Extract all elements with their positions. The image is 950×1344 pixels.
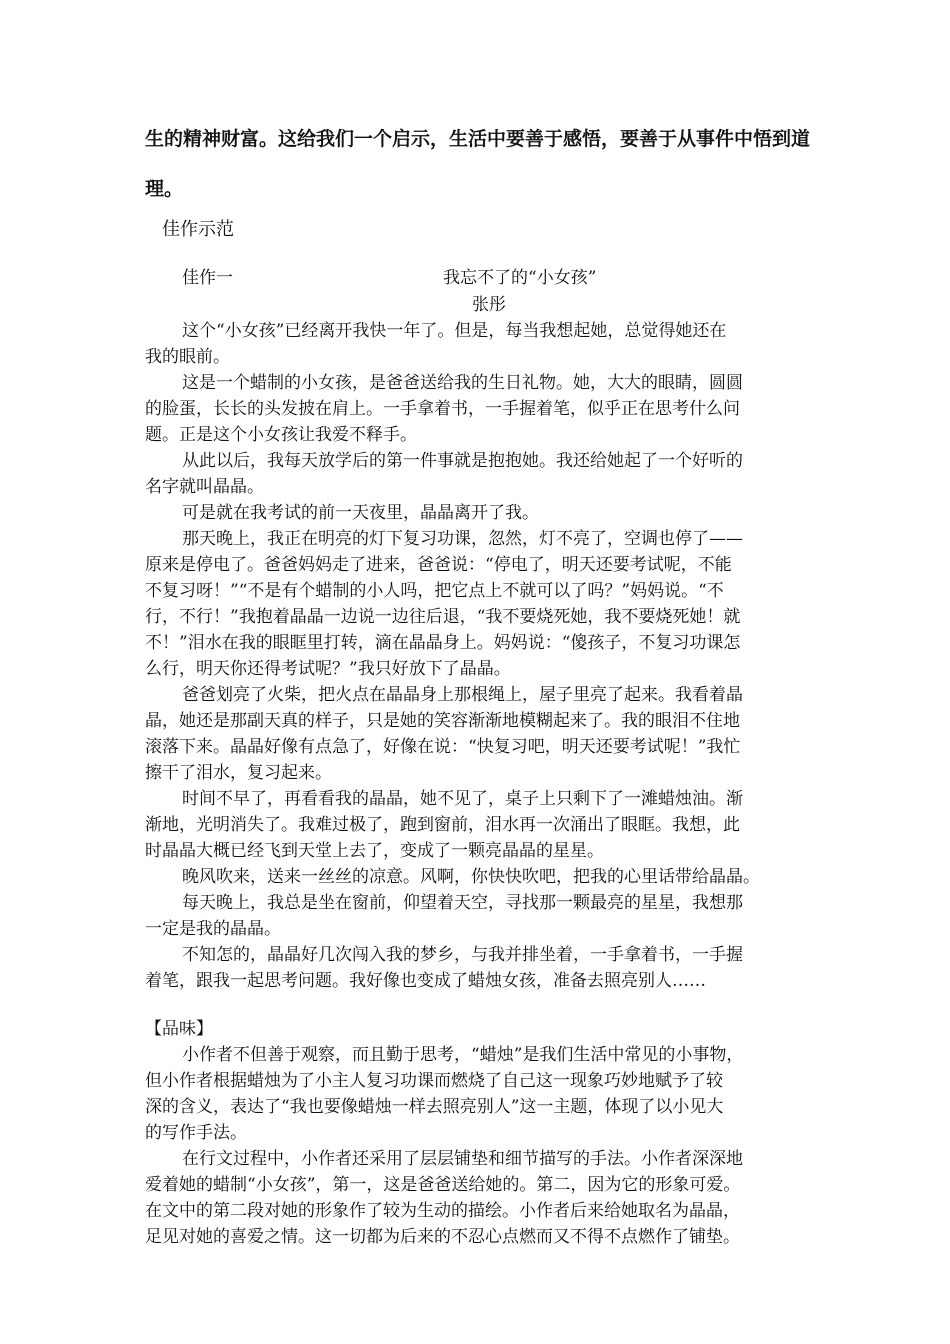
essay-author: 张彤	[472, 295, 506, 315]
essay-line: 时晶晶大概已经飞到天堂上去了，变成了一颗亮晶晶的星星。	[145, 841, 604, 861]
essay-line: 这个“小女孩”已经离开我快一年了。但是，每当我想起她，总觉得她还在	[182, 321, 727, 341]
essay-line: 么行，明天你还得考试呢？”我只好放下了晶晶。	[145, 659, 511, 679]
essay-line: 可是就在我考试的前一天夜里，晶晶离开了我。	[182, 503, 539, 523]
intro-line-1: 生的精神财富。这给我们一个启示，生活中要善于感悟，要善于从事件中悟到道	[145, 128, 811, 150]
essay-line: 时间不早了，再看看我的晶晶，她不见了，桌子上只剩下了一滩蜡烛油。渐	[182, 789, 743, 809]
commentary-line: 小作者不但善于观察，而且勤于思考，“蜡烛”是我们生活中常见的小事物，	[182, 1045, 744, 1065]
essay-line: 名字就叫晶晶。	[145, 477, 264, 497]
essay-line: 的脸蛋，长长的头发披在肩上。一手拿着书，一手握着笔，似乎正在思考什么问	[145, 399, 740, 419]
essay-line: 原来是停电了。爸爸妈妈走了进来，爸爸说：“停电了，明天还要考试呢，不能	[145, 555, 732, 575]
essay-line: 一定是我的晶晶。	[145, 919, 281, 939]
essay-line: 从此以后，我每天放学后的第一件事就是抱抱她。我还给她起了一个好听的	[182, 451, 743, 471]
essay-line: 爸爸划亮了火柴，把火点在晶晶身上那根绳上，屋子里亮了起来。我看着晶	[182, 685, 743, 705]
section-heading: 佳作示范	[162, 219, 234, 240]
essay-label: 佳作一	[182, 268, 233, 288]
essay-line: 不复习呀！”“不是有个蜡制的小人吗，把它点上不就可以了吗？”妈妈说。“不	[145, 581, 724, 601]
commentary-line: 深的含义，表达了“我也要像蜡烛一样去照亮别人”这一主题，体现了以小见大	[145, 1097, 724, 1117]
commentary-line: 的写作手法。	[145, 1123, 247, 1143]
essay-line: 着笔，跟我一起思考问题。我好像也变成了蜡烛女孩，准备去照亮别人……	[145, 971, 706, 991]
commentary-line: 足见对她的喜爱之情。这一切都为后来的不忍心点燃而又不得不点燃作了铺垫。	[145, 1227, 740, 1247]
commentary-line: 在行文过程中，小作者还采用了层层铺垫和细节描写的手法。小作者深深地	[182, 1149, 743, 1169]
essay-line: 擦干了泪水，复习起来。	[145, 763, 332, 783]
commentary-line: 爱着她的蜡制“小女孩”，第一，这是爸爸送给她的。第二，因为它的形象可爱。	[145, 1175, 741, 1195]
essay-title: 我忘不了的“小女孩”	[443, 268, 597, 288]
essay-line: 题。正是这个小女孩让我爱不释手。	[145, 425, 417, 445]
commentary-line: 在文中的第二段对她的形象作了较为生动的描绘。小作者后来给她取名为晶晶，	[145, 1201, 740, 1221]
essay-line: 每天晚上，我总是坐在窗前，仰望着天空，寻找那一颗最亮的星星，我想那	[182, 893, 743, 913]
essay-line: 不知怎的，晶晶好几次闯入我的梦乡，与我并排坐着，一手拿着书，一手握	[182, 945, 743, 965]
essay-line: 我的眼前。	[145, 347, 230, 367]
essay-line: 不！”泪水在我的眼眶里打转，滴在晶晶身上。妈妈说：“傻孩子，不复习功课怎	[145, 633, 741, 653]
essay-line: 滚落下来。晶晶好像有点急了，好像在说：“快复习吧，明天还要考试呢！”我忙	[145, 737, 741, 757]
essay-line: 行，不行！”我抱着晶晶一边说一边往后退，“我不要烧死她，我不要烧死她！就	[145, 607, 741, 627]
essay-line: 渐地，光明消失了。我难过极了，跑到窗前，泪水再一次涌出了眼眶。我想，此	[145, 815, 740, 835]
commentary-line: 但小作者根据蜡烛为了小主人复习功课而燃烧了自己这一现象巧妙地赋予了较	[145, 1071, 723, 1091]
essay-line: 晶，她还是那副天真的样子，只是她的笑容渐渐地模糊起来了。我的眼泪不住地	[145, 711, 740, 731]
commentary-heading: 【品味】	[145, 1019, 213, 1039]
essay-line: 那天晚上，我正在明亮的灯下复习功课，忽然，灯不亮了，空调也停了——	[182, 529, 743, 549]
intro-line-2: 理。	[145, 178, 184, 200]
essay-line: 晚风吹来，送来一丝丝的凉意。风啊，你快快吹吧，把我的心里话带给晶晶。	[182, 867, 760, 887]
essay-line: 这是一个蜡制的小女孩，是爸爸送给我的生日礼物。她，大大的眼睛，圆圆	[182, 373, 743, 393]
